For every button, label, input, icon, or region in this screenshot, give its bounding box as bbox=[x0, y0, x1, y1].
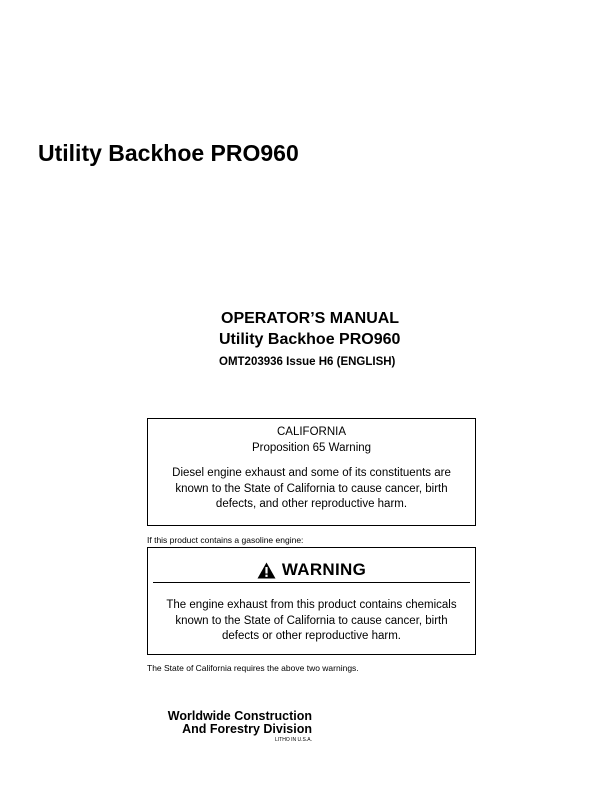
california-warning-line: Diesel engine exhaust and some of its constituents are bbox=[172, 467, 451, 479]
gasoline-warning-line: known to the State of California to cause cancer, birth bbox=[175, 614, 448, 627]
division-name-line: And Forestry Division bbox=[182, 722, 312, 736]
california-heading: CALIFORNIA bbox=[276, 426, 346, 438]
manual-issue-number: OMT203936 Issue H6 (ENGLISH) bbox=[219, 356, 396, 368]
document-title: Utility Backhoe PRO960 bbox=[38, 140, 299, 166]
california-warning-text bbox=[148, 466, 475, 513]
gasoline-warning-line: The engine exhaust from this product contains chemicals bbox=[166, 599, 457, 611]
gasoline-engine-note: If this product contains a gasoline engine: bbox=[147, 535, 304, 545]
warning-triangle-icon bbox=[257, 562, 276, 579]
division-footer bbox=[148, 710, 312, 744]
california-warning-line: defects, and other reproductive harm. bbox=[215, 498, 408, 510]
california-warning-line: known to the State of California to cause cancer, birth bbox=[175, 482, 448, 495]
litho-imprint: LITHO IN U.S.A. bbox=[275, 737, 312, 743]
warning-header bbox=[153, 558, 470, 583]
manual-product-name: Utility Backhoe PRO960 bbox=[219, 331, 401, 348]
california-proposition-65-box bbox=[147, 418, 476, 526]
state-requirement-note: The State of California requires the above two warnings. bbox=[147, 663, 359, 673]
division-name-line: Worldwide Construction bbox=[167, 709, 312, 723]
gasoline-warning-text bbox=[156, 598, 467, 645]
proposition-65-subheading: Proposition 65 Warning bbox=[251, 441, 372, 454]
warning-title: WARNING bbox=[281, 560, 367, 579]
gasoline-warning-box bbox=[147, 547, 476, 655]
gasoline-warning-line: defects or other reproductive harm. bbox=[222, 630, 401, 642]
manual-heading: OPERATOR’S MANUAL bbox=[221, 310, 400, 327]
